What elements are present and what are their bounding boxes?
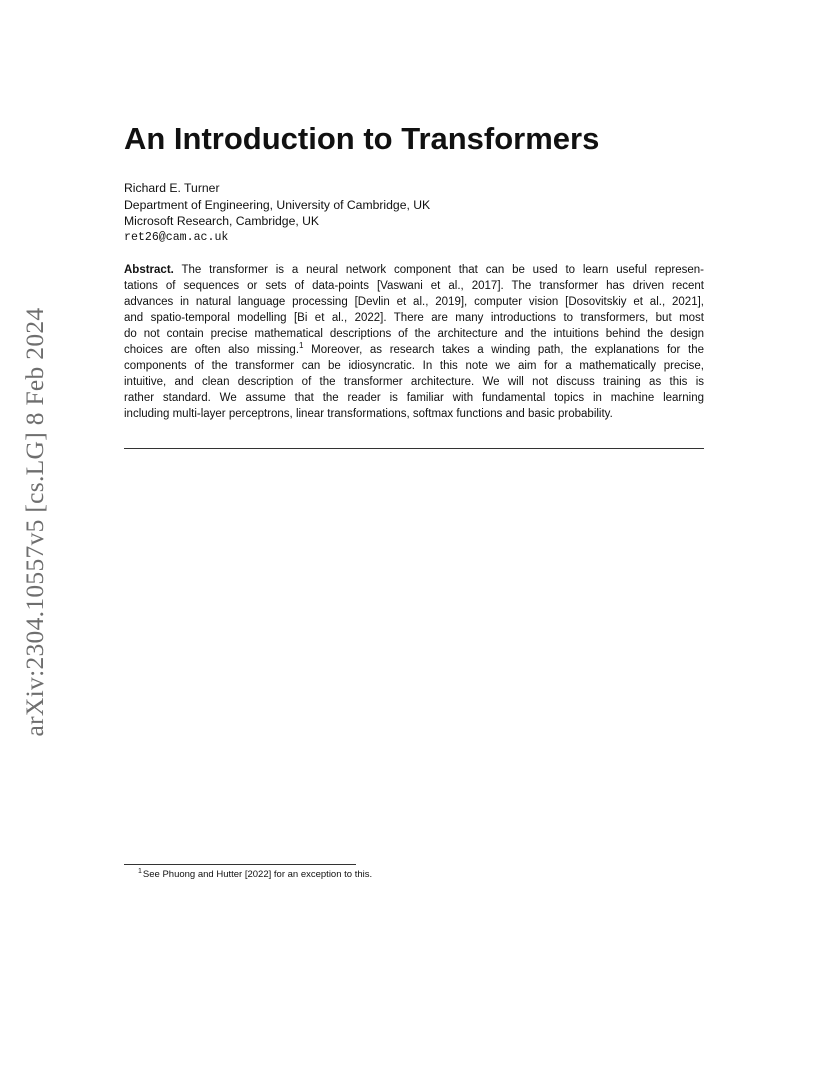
abstract-text: choices are often also missing. [124,344,300,356]
abstract-line [124,342,704,358]
abstract-line: and spatio-temporal modelling [Bi et al., 2022]. There are many introductions to transformers, but most [124,312,704,324]
abstract-line: rather standard. We assume that the reader is familiar with fundamental topics in machine learning [124,392,704,404]
author-email: ret26@cam.ac.uk [124,230,229,244]
abstract-line: components of the transformer can be idiosyncratic. In this note we aim for a mathematically precise, [124,360,704,372]
footnote-marker[interactable]: 1 [299,341,304,350]
section-divider [124,448,704,449]
paper-title: An Introduction to Transformers [124,121,600,156]
author-block [124,180,430,246]
abstract-label: Abstract. [124,264,174,276]
footnote [138,868,372,881]
arxiv-identifier-stamp: arXiv:2304.10557v5 [cs.LG] 8 Feb 2024 [20,307,49,737]
abstract-text: Moreover, as research takes a winding path, the explanations for the [311,344,704,356]
abstract-text: The transformer is a neural network component that can be used to learn useful represen- [181,264,704,276]
author-affiliation-1: Department of Engineering, University of Cambridge, UK [124,197,431,212]
footnote-number: 1 [138,868,142,875]
abstract [124,262,704,422]
abstract-line: do not contain precise mathematical descriptions of the architecture and the intuitions behind the design [124,328,704,340]
abstract-line: advances in natural language processing [Devlin et al., 2019], computer vision [Dosovitskiy et al., 2021], [124,296,704,308]
abstract-line: tations of sequences or sets of data-points [Vaswani et al., 2017]. The transformer has driven recent [124,280,704,292]
abstract-line: intuitive, and clean description of the transformer architecture. We will not discuss training as this is [124,376,704,388]
footnote-divider [124,864,356,865]
author-name: Richard E. Turner [124,181,220,195]
author-affiliation-2: Microsoft Research, Cambridge, UK [124,214,320,228]
footnote-text: See Phuong and Hutter [2022] for an exception to this. [142,869,373,880]
abstract-line: including multi-layer perceptrons, linear transformations, softmax functions and basic probability. [124,408,613,420]
abstract-line [124,262,704,278]
